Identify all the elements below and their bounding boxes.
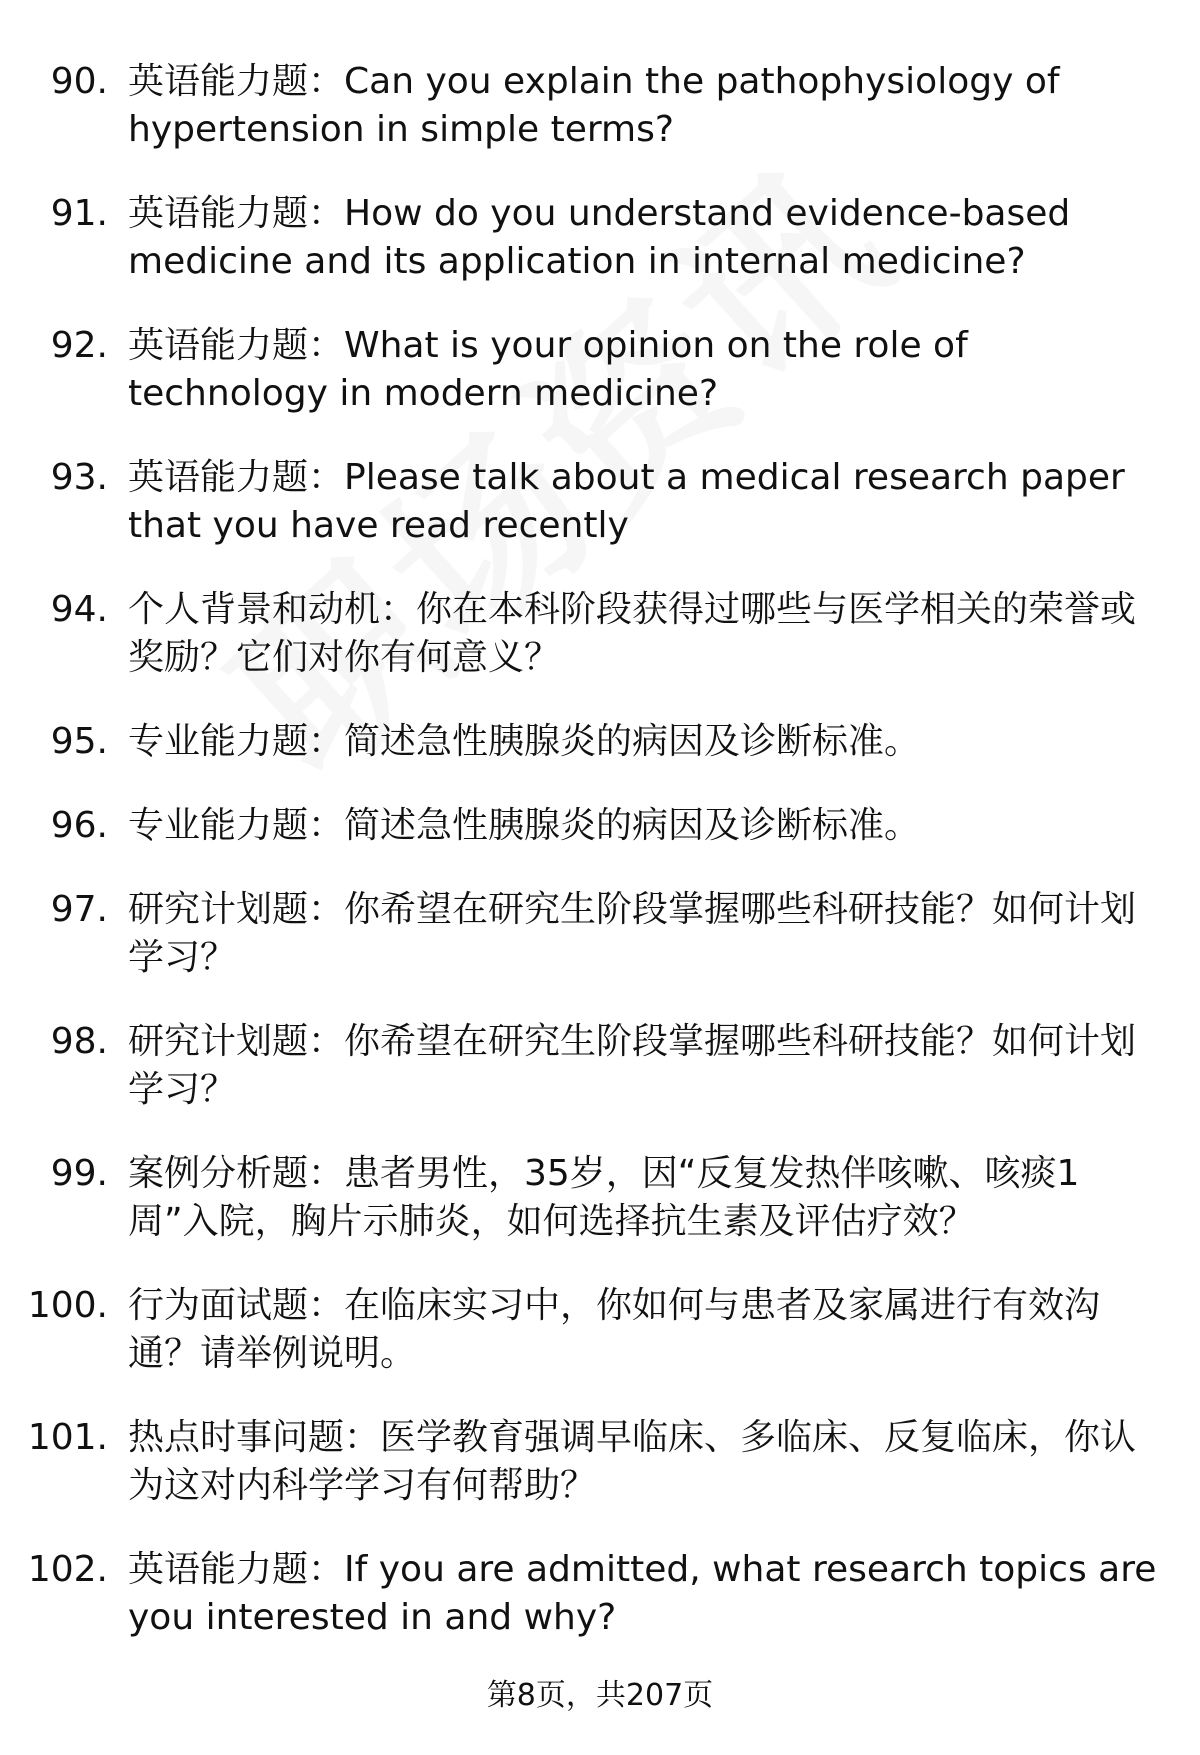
question-text: 英语能力题：If you are admitted, what research topics are you interested in and why? [128, 1549, 1157, 1638]
question-number: 101. [27, 1417, 108, 1458]
list-item [0, 1414, 1200, 1510]
list-item [0, 322, 1200, 418]
question-text: 研究计划题：你希望在研究生阶段掌握哪些科研技能？如何计划学习？ [128, 889, 1137, 978]
question-text: 研究计划题：你希望在研究生阶段掌握哪些科研技能？如何计划学习？ [128, 1021, 1137, 1110]
list-item [0, 802, 1200, 850]
list-item [0, 1546, 1200, 1642]
list-item [0, 1282, 1200, 1378]
question-number: 96. [50, 805, 108, 846]
list-item [0, 586, 1200, 682]
question-number: 94. [50, 589, 108, 630]
question-number: 90. [50, 61, 108, 102]
question-text: 热点时事问题：医学教育强调早临床、多临床、反复临床，你认为这对内科学学习有何帮助？ [128, 1417, 1137, 1506]
question-text: 英语能力题：Can you explain the pathophysiology of hypertension in simple terms? [128, 61, 1060, 150]
question-text: 专业能力题：简述急性胰腺炎的病因及诊断标准。 [128, 805, 921, 846]
question-number: 99. [50, 1153, 108, 1194]
page-footer: 第8页，共207页 [486, 1678, 714, 1713]
question-number: 102. [27, 1549, 108, 1590]
question-text: 英语能力题：What is your opinion on the role of technology in modern medicine? [128, 325, 968, 414]
question-text: 个人背景和动机：你在本科阶段获得过哪些与医学相关的荣誉或奖励？它们对你有何意义？ [128, 589, 1137, 678]
question-text: 专业能力题：简述急性胰腺炎的病因及诊断标准。 [128, 721, 921, 762]
question-list [0, 58, 1200, 1678]
list-item [0, 718, 1200, 766]
list-item [0, 454, 1200, 550]
question-text: 行为面试题：在临床实习中，你如何与患者及家属进行有效沟通？请举例说明。 [128, 1285, 1101, 1374]
list-item [0, 886, 1200, 982]
question-number: 93. [50, 457, 108, 498]
question-number: 95. [50, 721, 108, 762]
list-item [0, 1018, 1200, 1114]
question-text: 英语能力题：Please talk about a medical research paper that you have read recently [128, 457, 1125, 546]
list-item [0, 58, 1200, 154]
question-number: 92. [50, 325, 108, 366]
list-item [0, 190, 1200, 286]
question-number: 98. [50, 1021, 108, 1062]
list-item [0, 1150, 1200, 1246]
question-text: 案例分析题：患者男性，35岁，因“反复发热伴咳嗽、咳痰1周”入院，胸片示肺炎，如何选择抗生素及评估疗效？ [128, 1153, 1080, 1242]
question-number: 100. [27, 1285, 108, 1326]
question-text: 英语能力题：How do you understand evidence-based medicine and its application in internal medicine? [128, 193, 1071, 282]
question-number: 97. [50, 889, 108, 930]
question-number: 91. [50, 193, 108, 234]
